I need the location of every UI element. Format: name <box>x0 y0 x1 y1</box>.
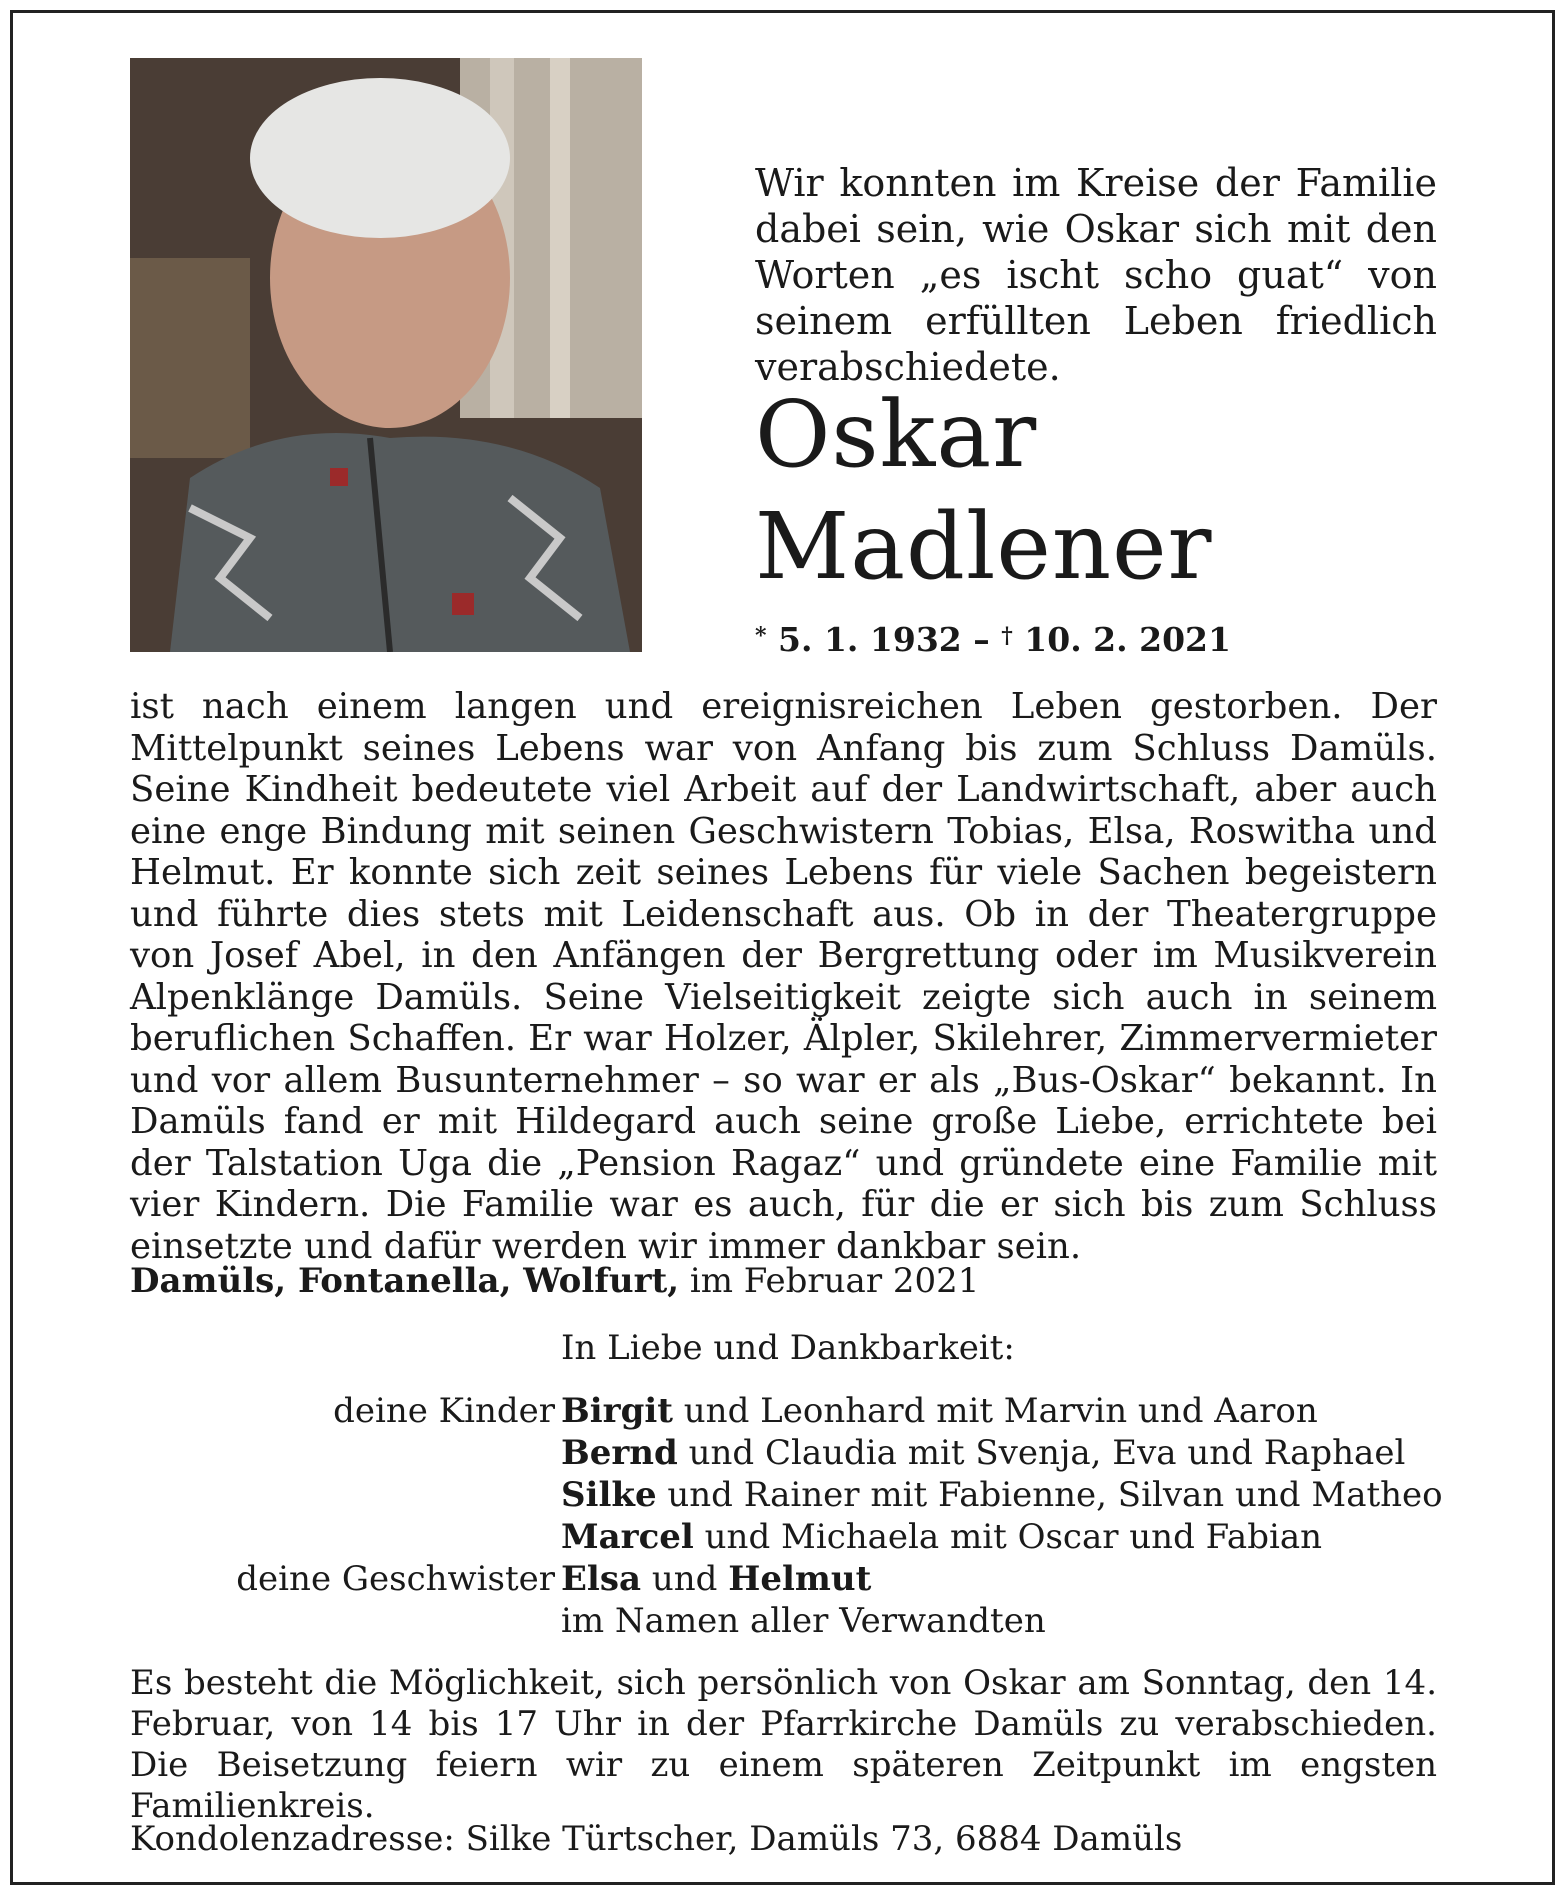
mourner-row <box>0 1474 1567 1516</box>
portrait-photo <box>130 58 642 652</box>
child-name: Marcel <box>561 1517 694 1557</box>
child-family: und Claudia mit Svenja, Eva und Raphael <box>688 1433 1406 1473</box>
relatives-line: im Namen aller Verwandten <box>561 1601 1046 1641</box>
child-family: und Michaela mit Oscar und Fabian <box>704 1517 1323 1557</box>
date-separator: – <box>973 620 990 659</box>
death-date: 10. 2. 2021 <box>1024 620 1231 659</box>
mourner-row <box>0 1432 1567 1474</box>
mourner-row <box>0 1390 1567 1432</box>
death-symbol: † <box>1001 623 1013 649</box>
life-dates <box>755 620 1231 660</box>
thanks-line: In Liebe und Dankbarkeit: <box>561 1328 1015 1368</box>
child-name: Silke <box>561 1475 657 1515</box>
child-name: Birgit <box>561 1391 673 1431</box>
child-family: und Rainer mit Fabienne, Silvan und Matheo <box>667 1475 1443 1515</box>
sibling-name: Elsa <box>561 1559 642 1599</box>
birth-date: 5. 1. 1932 <box>778 620 962 659</box>
condolence-address: Kondolenzadresse: Silke Türtscher, Damüls 73, 6884 Damüls <box>130 1819 1183 1859</box>
child-family: und Leonhard mit Marvin und Aaron <box>683 1391 1318 1431</box>
towns: Damüls, Fontanella, Wolfurt, <box>130 1261 680 1301</box>
birth-symbol: * <box>755 623 767 649</box>
intro-text: Wir konnten im Kreise der Familie dabei sein, wie Oskar sich mit den Worten „es ischt scho guat“ von seinem erfüllten Leben friedlich verabschiedete. <box>755 161 1437 389</box>
last-name: Madlener <box>755 493 1213 600</box>
farewell-info: Es besteht die Möglichkeit, sich persönlich von Oskar am Sonntag, den 14. Februar, von 14 bis 17 Uhr in der Pfarrkirche Damüls zu verabschieden. Die Beisetzung feiern wir zu einem späteren Zeitpunkt im engsten Familienkreis. <box>130 1663 1437 1826</box>
sibling-joiner: und <box>651 1559 718 1599</box>
obituary-body: ist nach einem langen und ereignisreichen Leben gestorben. Der Mittelpunkt seines Lebens war von Anfang bis zum Schluss Damüls. Seine Kindheit bedeutete viel Arbeit auf der Landwirtschaft, aber auch eine enge Bindung mit seinen Geschwistern Tobias, Elsa, Roswitha und Helmut. Er konnte sich zeit seines Lebens für viele Sachen begeistern und führte dies stets mit Leidenschaft aus. Ob in der Theatergruppe von Josef Abel, in den Anfängen der Bergrettung oder im Musikverein Alpenklänge Damüls. Seine Vielseitigkeit zeigte sich auch in seinem beruflichen Schaffen. Er war Holzer, Älpler, Skilehrer, Zimmervermieter und vor allem Busunternehmer – so war er als „Bus-Oskar“ bekannt. In Damüls fand er mit Hildegard auch seine große Liebe, errichtete bei der Talstation Uga die „Pension Ragaz“ und gründete eine Familie mit vier Kindern. Die Familie war es auch, für die er sich bis zum Schluss einsetzte und dafür werden wir immer dankbar sein. <box>130 686 1437 1267</box>
mourner-row <box>0 1558 1567 1600</box>
siblings-label: deine Geschwister <box>236 1559 555 1599</box>
mourner-row <box>0 1516 1567 1558</box>
place-date-line <box>130 1260 979 1302</box>
first-name: Oskar <box>755 381 1038 488</box>
mourner-row <box>0 1600 1567 1642</box>
month-year: im Februar 2021 <box>689 1261 980 1301</box>
sibling-name: Helmut <box>728 1559 872 1599</box>
child-name: Bernd <box>561 1433 678 1473</box>
children-label: deine Kinder <box>333 1391 555 1431</box>
